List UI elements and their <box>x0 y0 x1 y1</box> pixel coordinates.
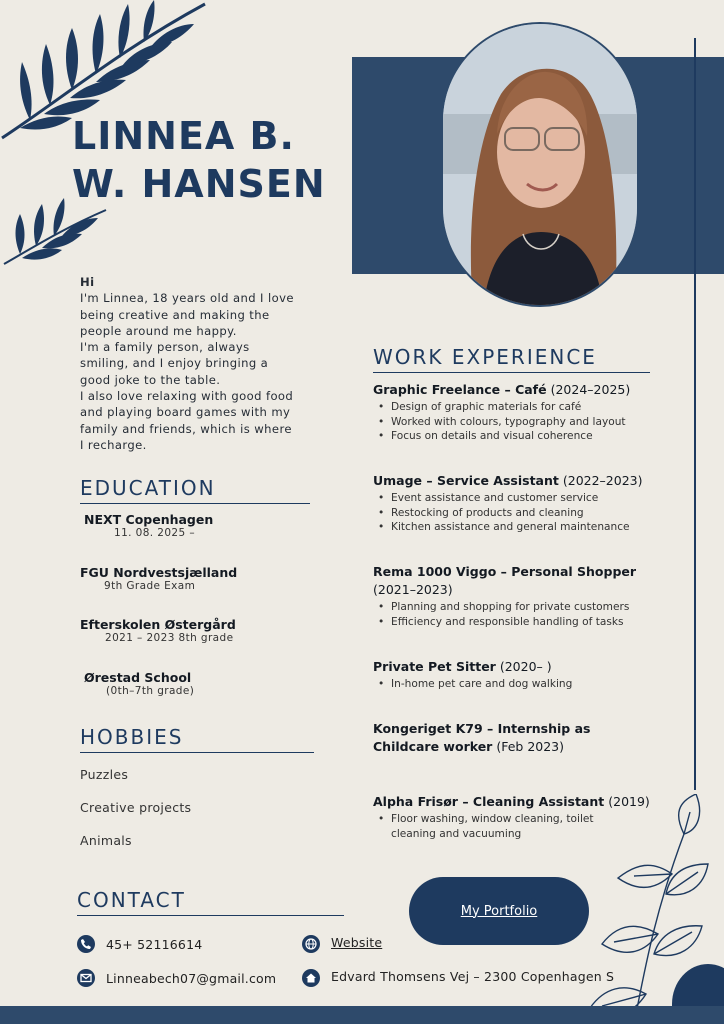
intro-line: being creative and making the <box>80 307 270 322</box>
portfolio-button[interactable]: My Portfolio <box>409 877 589 945</box>
job-duties <box>373 677 653 692</box>
job-entry <box>373 563 653 629</box>
job-period: (2019) <box>608 794 650 809</box>
job-heading <box>373 563 653 599</box>
education-item <box>84 670 194 697</box>
website-link[interactable]: Website <box>331 935 383 950</box>
job-duty: • Floor washing, window cleaning, toilet cleaning and vacuuming <box>373 812 613 841</box>
globe-icon <box>302 935 320 953</box>
work-experience-heading: WORK EXPERIENCE <box>373 345 650 373</box>
job-duty: • Worked with colours, typography and layout <box>373 415 653 430</box>
footer-bar <box>0 1006 724 1024</box>
job-entry <box>373 658 653 692</box>
education-item <box>80 617 236 644</box>
job-period: (2021–2023) <box>373 582 453 597</box>
job-duty: • In-home pet care and dog walking <box>373 677 653 692</box>
intro-line: people around me happy. <box>80 323 237 338</box>
job-entry <box>373 720 613 756</box>
job-heading <box>373 472 653 490</box>
intro-line: and playing board games with my <box>80 405 291 420</box>
job-period: (2024–2025) <box>550 382 631 397</box>
home-icon <box>302 969 320 987</box>
job-duties <box>373 491 653 535</box>
name-line-1: LINNEA B. <box>72 114 295 158</box>
intro-line: I recharge. <box>80 437 147 452</box>
job-duties <box>373 600 653 629</box>
job-duty: • Event assistance and customer service <box>373 491 653 506</box>
email-address[interactable]: Linneabech07@gmail.com <box>106 971 277 986</box>
education-item <box>84 512 213 539</box>
job-title: Kongeriget K79 – Internship as Childcare worker <box>373 721 591 754</box>
intro-greeting: Hi <box>80 275 95 289</box>
phone-icon <box>77 935 95 953</box>
job-entry <box>373 472 653 535</box>
job-title: Alpha Frisør – Cleaning Assistant <box>373 794 605 809</box>
contact-heading: CONTACT <box>77 888 344 916</box>
vertical-divider-line <box>694 38 696 790</box>
home-address: Edvard Thomsens Vej – 2300 Copenhagen S <box>331 969 615 984</box>
hobby-item: Puzzles <box>80 767 129 782</box>
intro-line: family and friends, which is where <box>80 421 292 436</box>
job-duty: • Focus on details and visual coherence <box>373 429 653 444</box>
education-institution: FGU Nordvestsjælland <box>80 565 238 580</box>
job-duties <box>373 400 653 444</box>
education-detail: 9th Grade Exam <box>104 580 196 592</box>
intro-line: I'm a family person, always <box>80 340 250 355</box>
intro-line: I also love relaxing with good food <box>80 389 294 404</box>
education-institution: Efterskolen Østergård <box>80 617 236 632</box>
job-period: (Feb 2023) <box>496 739 565 754</box>
job-entry <box>373 381 653 444</box>
job-heading <box>373 658 653 676</box>
education-item <box>80 565 237 592</box>
profile-photo <box>441 22 639 307</box>
job-duty: • Kitchen assistance and general maintenance <box>373 520 653 535</box>
job-duty: • Planning and shopping for private customers <box>373 600 653 615</box>
job-duty: • Design of graphic materials for café <box>373 400 653 415</box>
phone-number: 45+ 52116614 <box>106 937 203 952</box>
job-period: (2022–2023) <box>562 473 643 488</box>
job-title: Umage – Service Assistant <box>373 473 559 488</box>
person-name <box>72 112 326 208</box>
education-institution: NEXT Copenhagen <box>84 512 214 527</box>
mail-icon <box>77 969 95 987</box>
hobbies-heading: HOBBIES <box>80 725 314 753</box>
intro-line: good joke to the table. <box>80 372 221 387</box>
intro-text <box>80 274 320 453</box>
education-institution: Ørestad School <box>84 670 192 685</box>
intro-line: smiling, and I enjoy bringing a <box>80 356 269 371</box>
intro-line: I'm Linnea, 18 years old and I love <box>80 291 294 306</box>
education-detail: 2021 – 2023 8th grade <box>105 632 234 644</box>
job-title: Private Pet Sitter <box>373 659 496 674</box>
portrait-illustration <box>443 24 639 307</box>
education-heading: EDUCATION <box>80 476 310 504</box>
name-line-2: W. HANSEN <box>72 162 326 206</box>
job-duty: • Efficiency and responsible handling of tasks <box>373 615 653 630</box>
job-period: (2020– ) <box>499 659 552 674</box>
job-duty: • Restocking of products and cleaning <box>373 506 653 521</box>
job-heading <box>373 381 653 399</box>
education-detail: (0th–7th grade) <box>106 685 195 697</box>
job-heading <box>373 720 613 756</box>
hobby-item: Creative projects <box>80 800 192 815</box>
job-title: Graphic Freelance – Café <box>373 382 547 397</box>
hobby-item: Animals <box>80 833 132 848</box>
education-detail: 11. 08. 2025 – <box>114 527 195 539</box>
job-title: Rema 1000 Viggo – Personal Shopper <box>373 564 637 579</box>
